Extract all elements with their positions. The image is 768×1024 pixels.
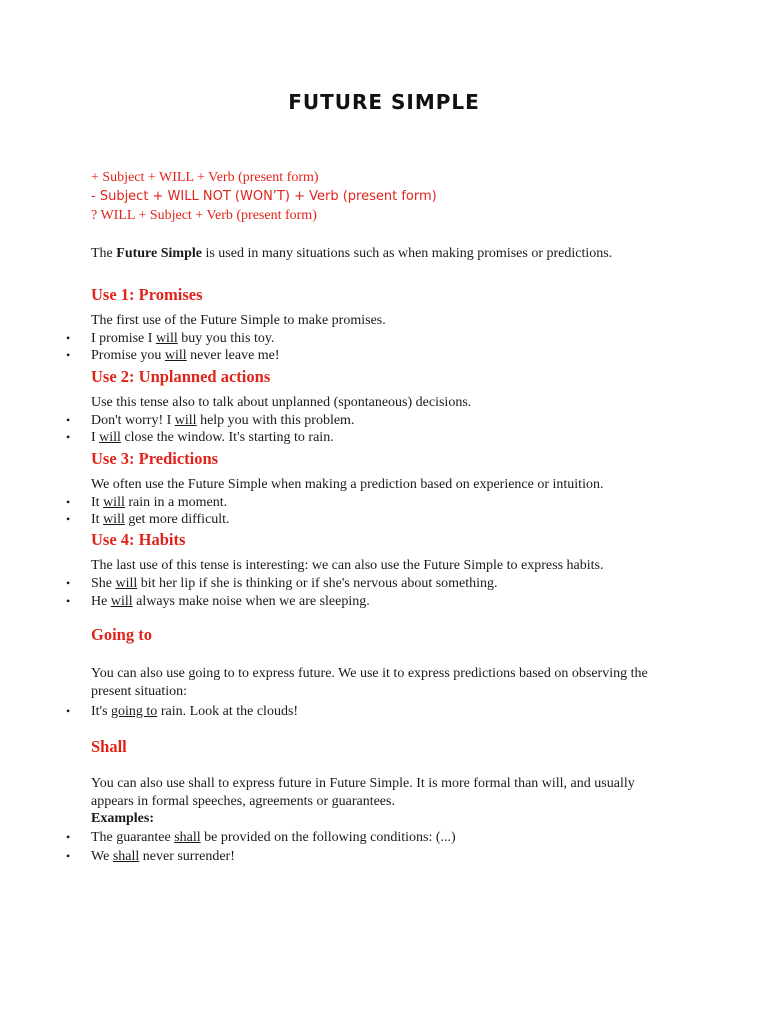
intro-bold-term: Future Simple [116, 246, 202, 261]
bullet-icon: • [66, 512, 71, 526]
bullet-icon: • [66, 331, 71, 345]
bullet-icon: • [66, 430, 71, 444]
list-item: • It will get more difficult. [66, 512, 230, 527]
list-item: • She will bit her lip if she is thinking or if she's nervous about something. [66, 576, 498, 591]
use-2-description: Use this tense also to talk about unplanned (spontaneous) decisions. [91, 395, 472, 410]
examples-label: Examples: [91, 811, 154, 826]
list-item: • The guarantee shall be provided on the following conditions: (...) [66, 830, 456, 845]
heading-use-1: Use 1: Promises [91, 285, 203, 304]
list-item: • I will close the window. It's starting to rain. [66, 430, 334, 445]
heading-use-4: Use 4: Habits [91, 530, 186, 549]
bullet-icon: • [66, 576, 71, 590]
heading-use-3: Use 3: Predictions [91, 449, 219, 468]
going-to-description: You can also use going to to express future. We use it to express predictions based on observing the present situation: [91, 666, 648, 699]
list-item: • It's going to rain. Look at the clouds! [66, 704, 299, 719]
bullet-icon: • [66, 348, 71, 362]
page-title: FUTURE SIMPLE [288, 90, 480, 114]
list-item: • Promise you will never leave me! [66, 348, 280, 363]
heading-going-to: Going to [91, 625, 152, 644]
use-3-description: We often use the Future Simple when making a prediction based on experience or intuition. [91, 477, 604, 492]
bullet-icon: • [66, 413, 71, 427]
bullet-icon: • [66, 849, 71, 863]
list-item: • He will always make noise when we are sleeping. [66, 594, 370, 609]
formula-question: ? WILL + Subject + Verb (present form) [91, 208, 317, 223]
use-1-description: The first use of the Future Simple to make promises. [91, 313, 386, 328]
shall-description: You can also use shall to express future in Future Simple. It is more formal than will, and usually appears in formal speeches, agreements or guarantees. [91, 776, 635, 809]
list-item: • We shall never surrender! [66, 849, 235, 864]
intro-paragraph: The Future Simple is used in many situations such as when making promises or predictions. [91, 246, 613, 261]
heading-use-2: Use 2: Unplanned actions [91, 367, 271, 386]
use-4-description: The last use of this tense is interesting: we can also use the Future Simple to express habits. [91, 558, 604, 573]
bullet-icon: • [66, 830, 71, 844]
bullet-icon: • [66, 495, 71, 509]
bullet-icon: • [66, 704, 71, 718]
list-item: • I promise I will buy you this toy. [66, 331, 275, 346]
bullet-icon: • [66, 594, 71, 608]
heading-shall: Shall [91, 737, 127, 756]
formula-negative: - Subject + WILL NOT (WON’T) + Verb (present form) [91, 189, 437, 204]
list-item: • Don't worry! I will help you with this problem. [66, 413, 355, 428]
list-item: • It will rain in a moment. [66, 495, 228, 510]
formula-positive: + Subject + WILL + Verb (present form) [91, 170, 319, 185]
